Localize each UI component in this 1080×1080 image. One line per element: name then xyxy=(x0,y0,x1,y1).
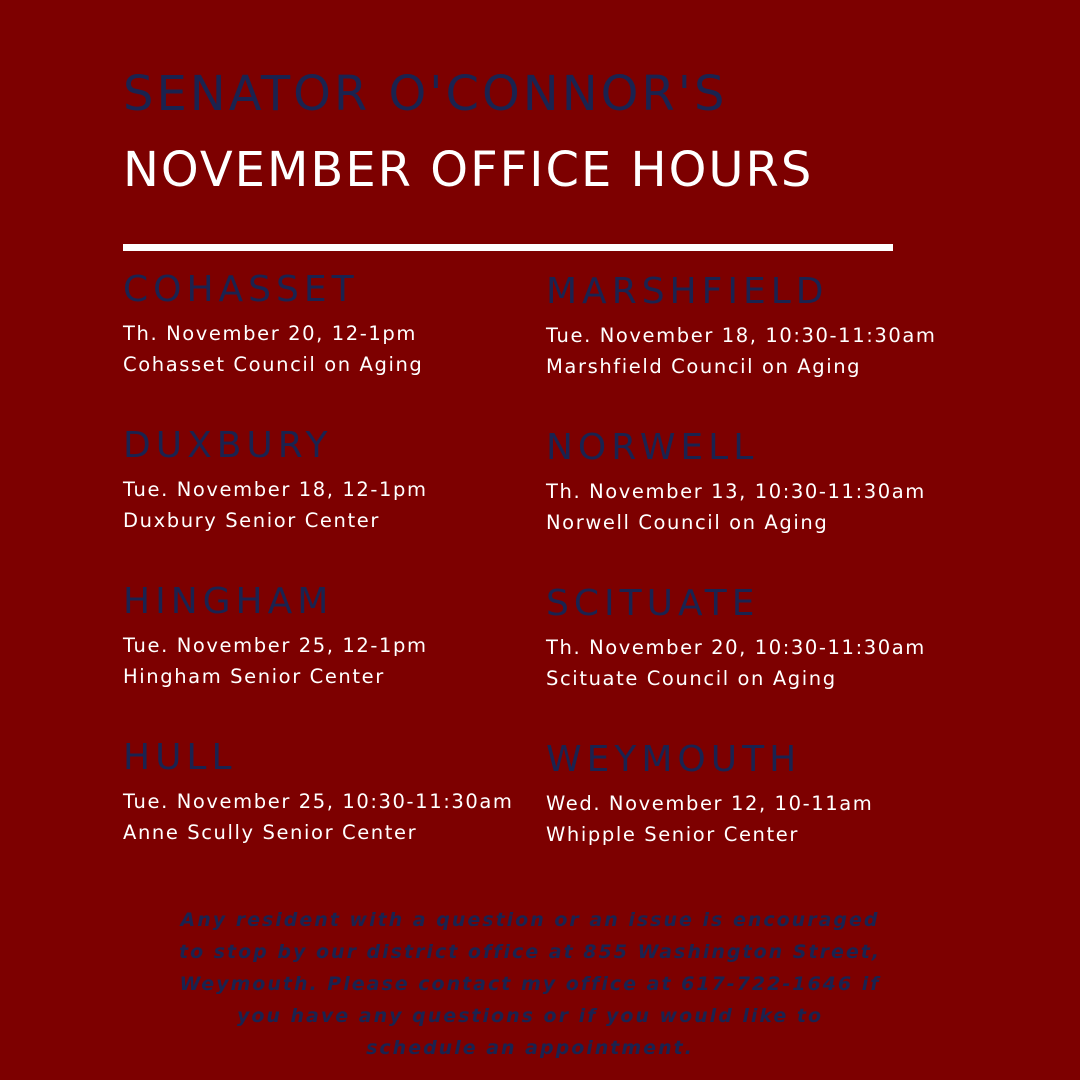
entry-date: Th. November 20, 10:30-11:30am xyxy=(546,636,926,659)
entry-date: Th. November 20, 12-1pm xyxy=(123,322,417,345)
entry-date: Tue. November 18, 10:30-11:30am xyxy=(546,324,937,347)
footer-line: you have any questions or if you would like to xyxy=(236,1005,824,1027)
town-name: COHASSET xyxy=(123,269,359,310)
entry-location: Duxbury Senior Center xyxy=(123,509,380,532)
schedule-entry-cohasset xyxy=(123,262,553,418)
town-name: SCITUATE xyxy=(546,583,760,624)
town-name: WEYMOUTH xyxy=(546,739,802,780)
footer-line: to stop by our district office at 855 Washington Street, xyxy=(178,941,882,963)
entry-date: Wed. November 12, 10-11am xyxy=(546,792,874,815)
town-name: HULL xyxy=(123,737,237,778)
entry-location: Whipple Senior Center xyxy=(546,823,799,846)
entry-location: Scituate Council on Aging xyxy=(546,667,837,690)
divider-line xyxy=(123,244,893,251)
entry-date: Tue. November 18, 12-1pm xyxy=(123,478,428,501)
schedule-entry-scituate xyxy=(546,576,976,732)
schedule-entry-weymouth xyxy=(546,732,976,888)
footer-line: Weymouth. Please contact my office at 617-722-1646 if xyxy=(179,973,881,995)
town-name: HINGHAM xyxy=(123,581,334,622)
entry-location: Cohasset Council on Aging xyxy=(123,353,424,376)
schedule-left-column xyxy=(123,262,553,886)
schedule-entry-hull xyxy=(123,730,553,886)
entry-location: Marshfield Council on Aging xyxy=(546,355,862,378)
town-name: NORWELL xyxy=(546,427,759,468)
schedule-entry-hingham xyxy=(123,574,553,730)
entry-date: Tue. November 25, 10:30-11:30am xyxy=(123,790,514,813)
footer-line: schedule an appointment. xyxy=(366,1037,694,1059)
town-name: MARSHFIELD xyxy=(546,271,829,312)
entry-location: Norwell Council on Aging xyxy=(546,511,829,534)
title-office-hours: NOVEMBER OFFICE HOURS xyxy=(123,142,814,198)
entry-location: Hingham Senior Center xyxy=(123,665,385,688)
schedule-entry-marshfield xyxy=(546,264,976,420)
town-name: DUXBURY xyxy=(123,425,333,466)
schedule-entry-duxbury xyxy=(123,418,553,574)
schedule-entry-norwell xyxy=(546,420,976,576)
footer-note xyxy=(140,904,920,1064)
entry-date: Th. November 13, 10:30-11:30am xyxy=(546,480,926,503)
entry-location: Anne Scully Senior Center xyxy=(123,821,418,844)
entry-date: Tue. November 25, 12-1pm xyxy=(123,634,428,657)
title-senator-name: SENATOR O'CONNOR'S xyxy=(123,66,728,122)
footer-line: Any resident with a question or an issue is encouraged xyxy=(180,909,880,931)
schedule-right-column xyxy=(546,264,976,888)
